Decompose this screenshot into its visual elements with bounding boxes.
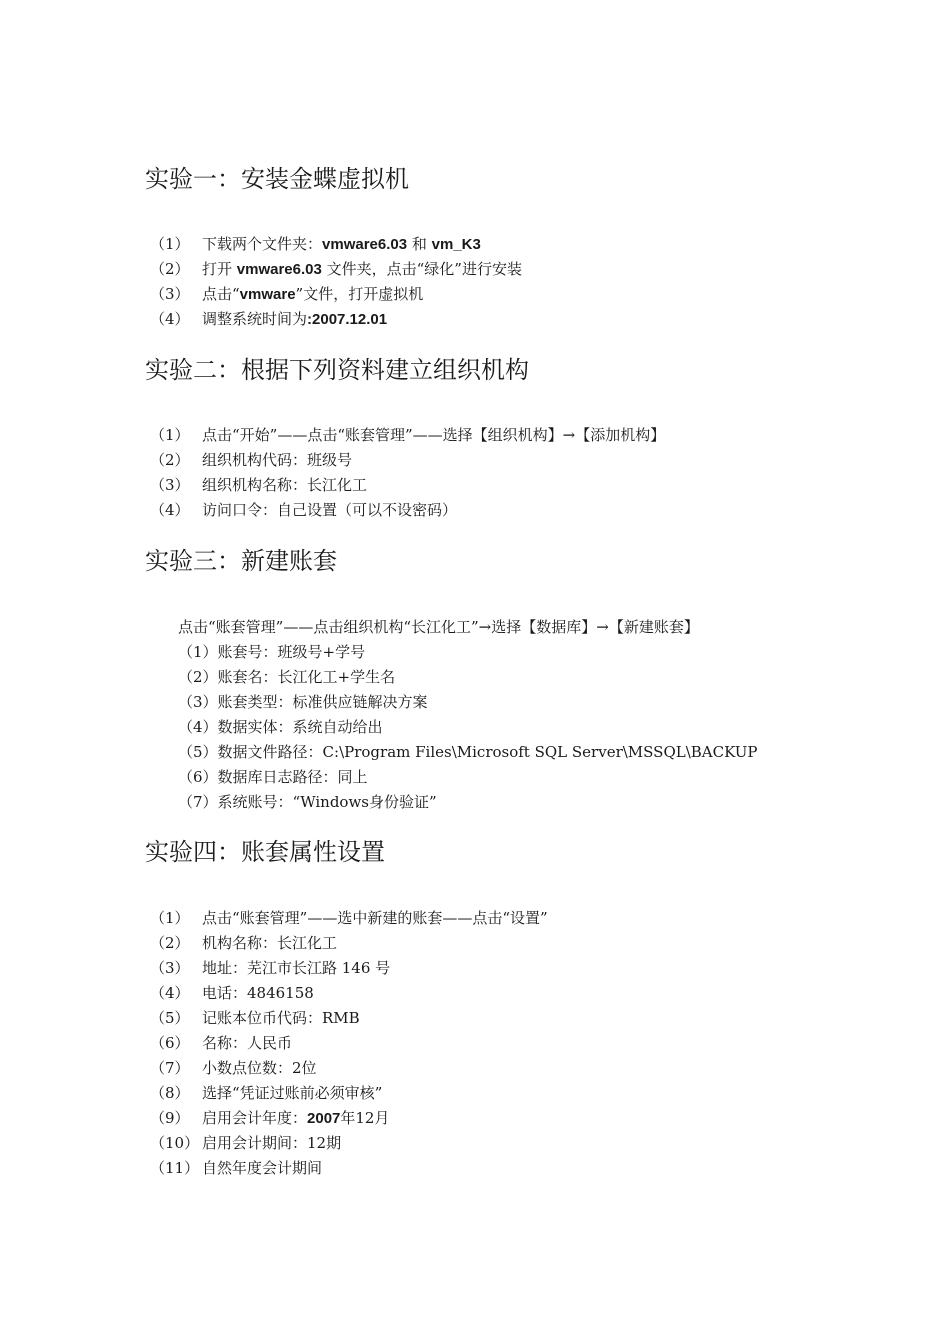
item-text	[202, 908, 548, 928]
bold-text: vmware6.03	[322, 236, 408, 253]
text-run: 组织机构名称：长江化工	[202, 476, 368, 494]
text-run: 点击“	[202, 285, 240, 303]
item-text	[202, 1083, 382, 1103]
item-text	[202, 1133, 341, 1153]
item-number: （2）	[150, 934, 190, 952]
text-run: 选择“凭证过账前必须审核”	[202, 1084, 383, 1102]
item-number: （1）	[150, 909, 190, 927]
item-number: （3）	[150, 476, 190, 494]
item-text	[202, 309, 387, 330]
item-text	[202, 450, 352, 470]
text-run: 打开	[202, 260, 237, 278]
item-number: （4）	[150, 501, 190, 519]
section-3-line-2: （2）账套名：长江化工+学生名	[178, 668, 396, 686]
text-run: 记账本位币代码：RMB	[202, 1009, 360, 1027]
text-run: ”文件，打开虚拟机	[295, 285, 424, 303]
section-4-title: 实验四：账套属性设置	[145, 838, 385, 866]
text-run: 和	[407, 235, 432, 253]
section-3-line-7: （7）系统账号：“Windows身份验证”	[178, 793, 437, 811]
item-text	[202, 259, 522, 280]
section-3-title: 实验三：新建账套	[145, 547, 337, 575]
item-number: （7）	[150, 1059, 190, 1077]
text-run: 访问口令：自己设置（可以不设密码）	[202, 501, 458, 519]
item-text	[202, 1058, 317, 1078]
section-3-line-5: （5）数据文件路径：C:\Program Files\Microsoft SQL Server\MSSQL\BACKUP	[178, 743, 758, 761]
item-number: （8）	[150, 1084, 190, 1102]
text-run: 组织机构代码：班级号	[202, 451, 353, 469]
item-number: （10）	[150, 1134, 200, 1152]
item-text	[202, 234, 481, 255]
text-run: 年12月	[340, 1109, 390, 1127]
item-number: （4）	[150, 310, 190, 328]
text-run: 下载两个文件夹：	[202, 235, 323, 253]
text-run: 启用会计年度：	[202, 1109, 308, 1127]
bold-text: vmware6.03	[236, 261, 322, 278]
item-number: （2）	[150, 451, 190, 469]
text-run: 调整系统时间为	[202, 310, 308, 328]
section-3-line-1: （1）账套号：班级号+学号	[178, 643, 366, 661]
item-number: （4）	[150, 984, 190, 1002]
section-3-line-4: （4）数据实体：系统自动给出	[178, 718, 383, 736]
text-run: 启用会计期间：12期	[202, 1134, 342, 1152]
bold-text: 2007	[307, 1110, 341, 1127]
item-text	[202, 500, 457, 520]
item-text	[202, 425, 665, 445]
item-number: （3）	[150, 285, 190, 303]
text-run: 点击“账套管理”——选中新建的账套——点击“设置”	[202, 909, 548, 927]
item-text	[202, 1108, 389, 1129]
section-2-title: 实验二：根据下列资料建立组织机构	[145, 356, 529, 384]
item-text	[202, 983, 314, 1003]
bold-text: vm_K3	[431, 236, 481, 253]
text-run: 地址：芜江市长江路 146 号	[202, 959, 391, 977]
item-number: （6）	[150, 1034, 190, 1052]
text-run: 文件夹，点击“绿化”进行安装	[321, 260, 522, 278]
item-number: （11）	[150, 1159, 200, 1177]
item-number: （1）	[150, 426, 190, 444]
item-number: （5）	[150, 1009, 190, 1027]
bold-text: vmware	[239, 286, 296, 303]
section-3-line-6: （6）数据库日志路径：同上	[178, 768, 368, 786]
bold-text: :2007.12.01	[307, 311, 388, 328]
item-text	[202, 933, 337, 953]
item-number: （1）	[150, 235, 190, 253]
item-text	[202, 958, 390, 978]
item-text	[202, 475, 367, 495]
section-3-line-3: （3）账套类型：标准供应链解决方案	[178, 693, 428, 711]
text-run: 点击“开始”——点击“账套管理”——选择【组织机构】→【添加机构】	[202, 426, 666, 444]
item-text	[202, 1158, 322, 1178]
text-run: 名称：人民币	[202, 1034, 293, 1052]
text-run: 小数点位数：2位	[202, 1059, 317, 1077]
text-run: 自然年度会计期间	[202, 1159, 323, 1177]
text-run: 电话：4846158	[202, 984, 314, 1002]
item-text	[202, 1008, 360, 1028]
section-3-intro: 点击“账套管理”——点击组织机构“长江化工”→选择【数据库】→【新建账套】	[178, 618, 699, 636]
item-number: （2）	[150, 260, 190, 278]
item-number: （3）	[150, 959, 190, 977]
item-number: （9）	[150, 1109, 190, 1127]
item-text	[202, 284, 423, 305]
text-run: 机构名称：长江化工	[202, 934, 338, 952]
item-text	[202, 1033, 292, 1053]
section-1-title: 实验一：安装金蝶虚拟机	[145, 165, 409, 193]
